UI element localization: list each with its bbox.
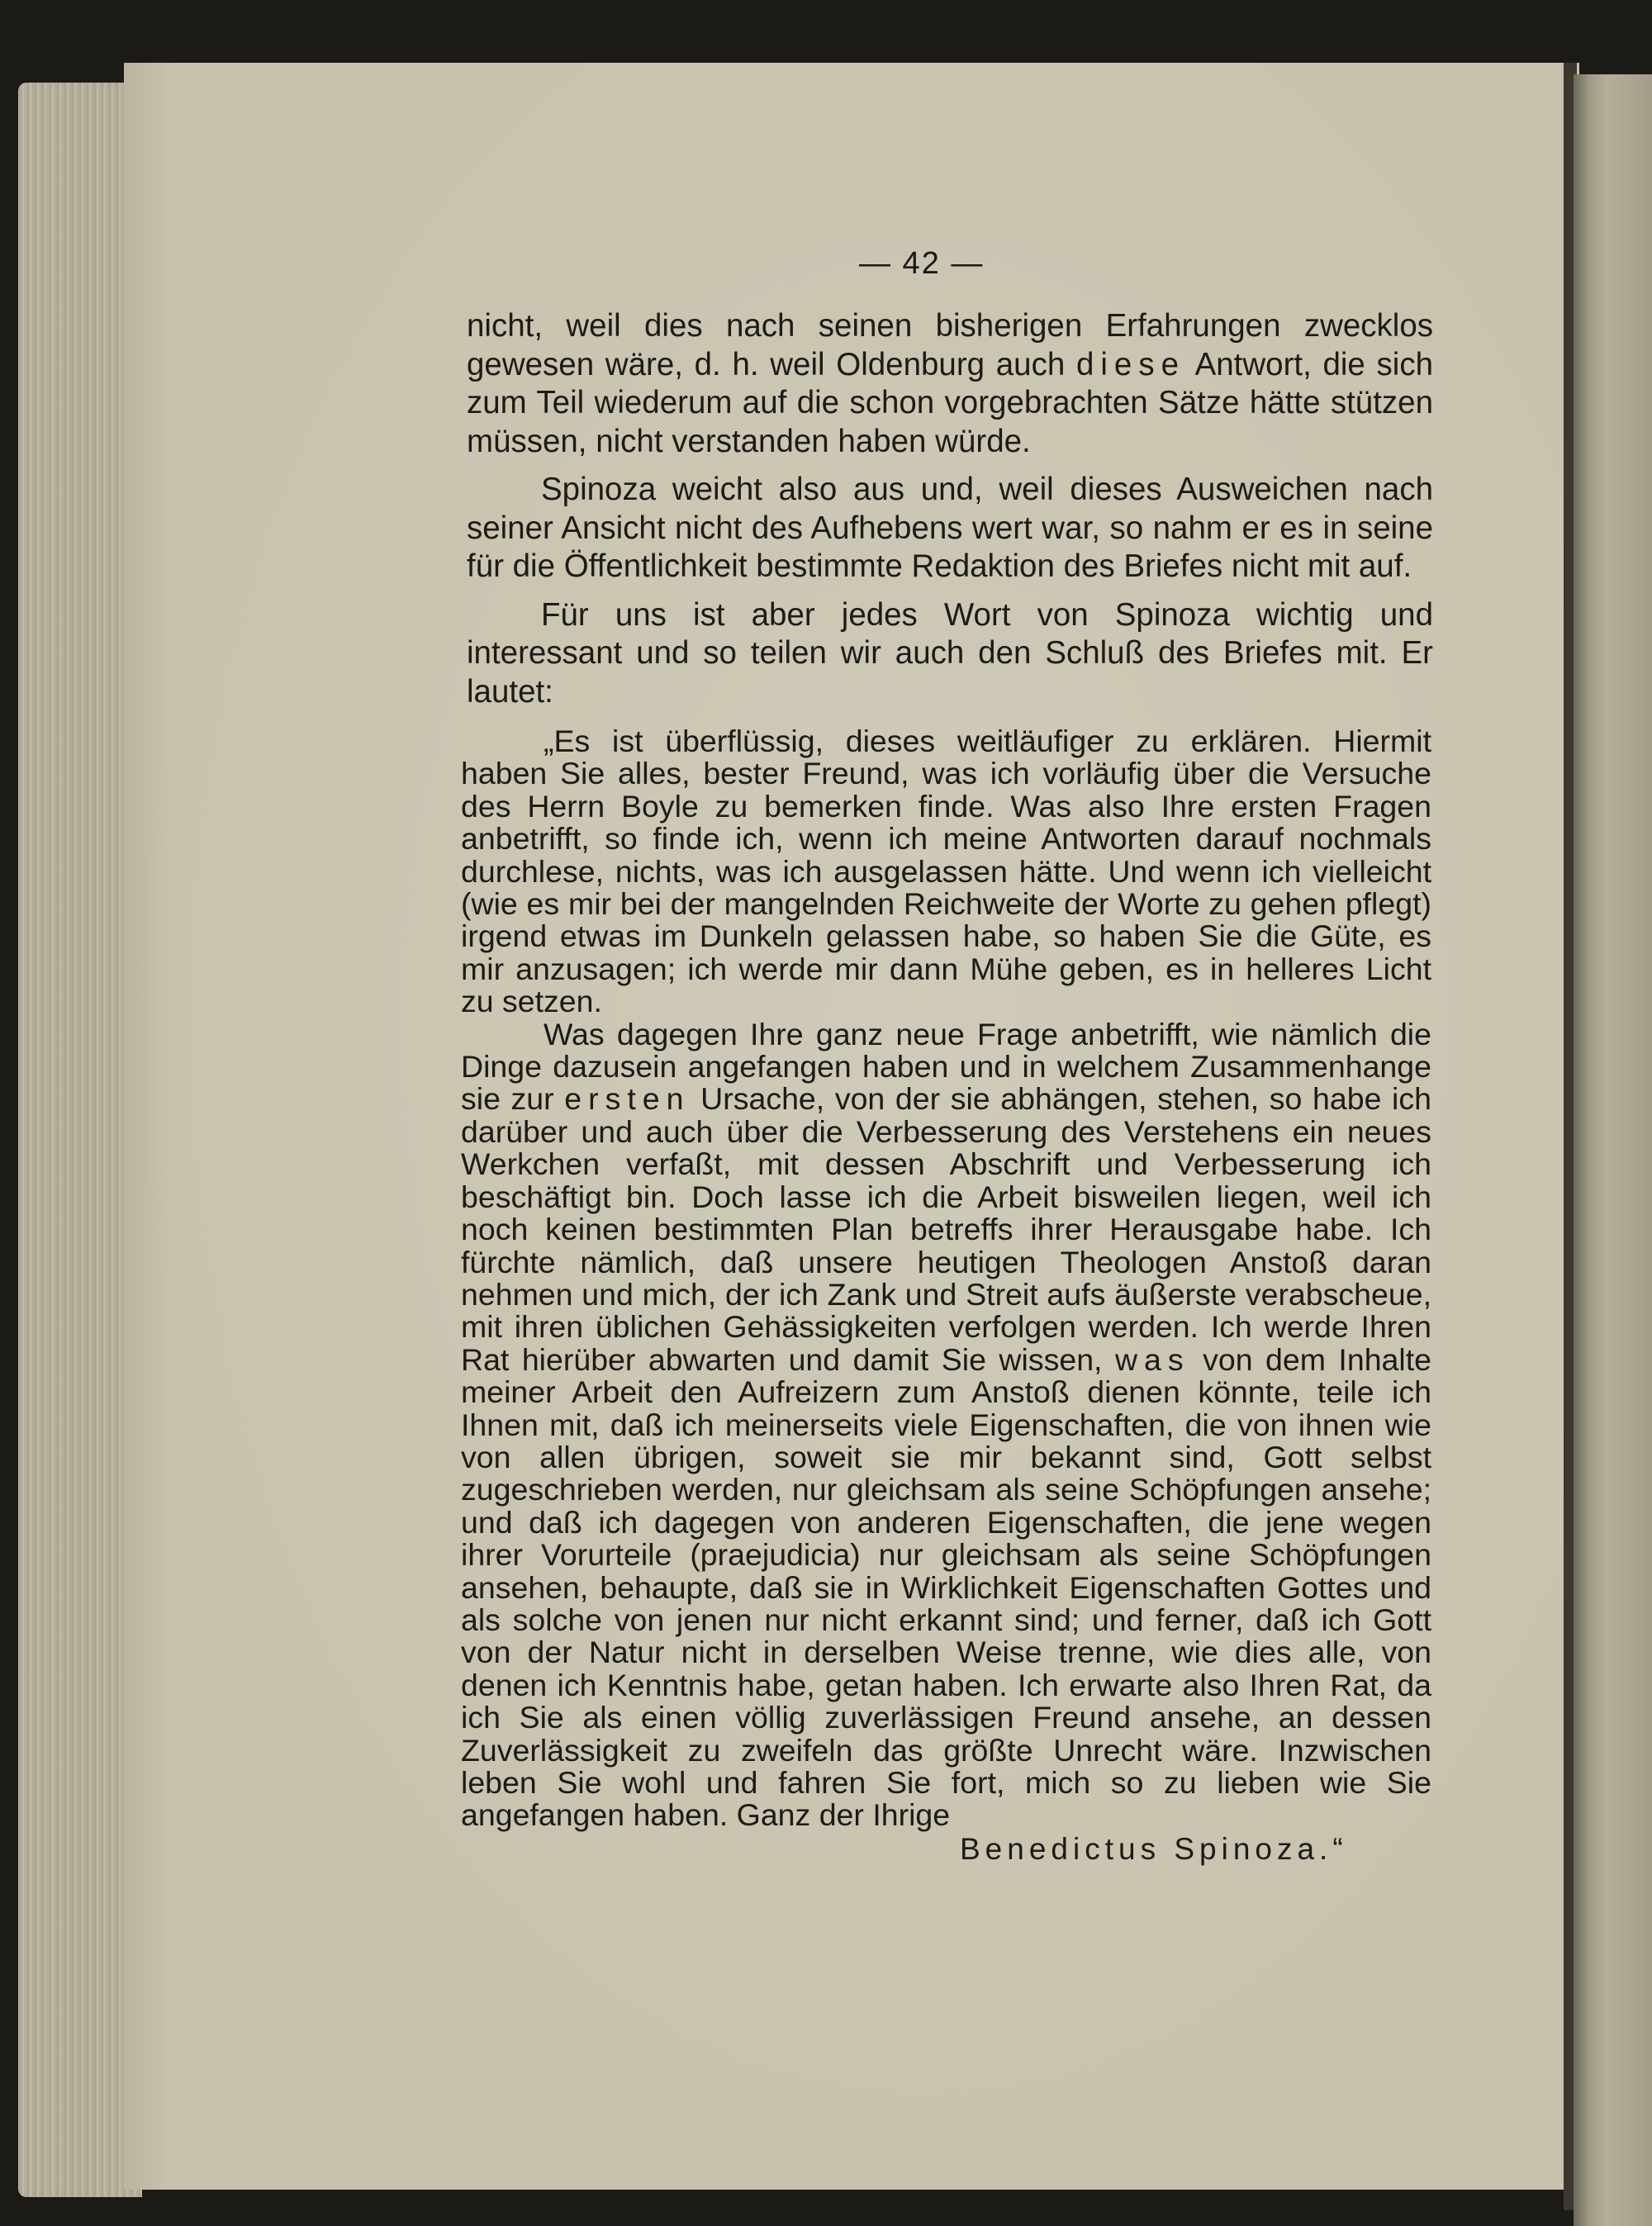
quote-paragraph-2: Was dagegen Ihre ganz neue Frage anbetrifft, wie nämlich die Dinge dazusein angefangen haben und in welchem Zusammenhange sie zur ersten Ursache, von der sie abhängen, stehen, so habe ich darüber und auch über die Verbesserung des Verstehens ein neues Werkchen verfaßt, mit dessen Abschrift und Verbesserung ich beschäftigt bin. Doch lasse ich die Arbeit bisweilen liegen, weil ich noch keinen bestimmten Plan betreffs ihrer Herausgabe habe. Ich fürchte nämlich, daß unsere heutigen Theologen Anstoß daran nehmen und mich, der ich Zank und Streit aufs äußerste verabscheue, mit ihren üblichen Gehässigkeiten verfolgen werden. Ich werde Ihren Rat hierüber abwarten und damit Sie wissen, was von dem Inhalte meiner Arbeit den Aufreizern zum Anstoß dienen könnte, teile ich Ihnen mit, daß ich meinerseits viele Eigenschaften, die von ihnen wie von allen übrigen, soweit sie mir bekannt sind, Gott selbst zugeschrieben werden, nur gleichsam als seine Schöpfungen ansehe; und daß ich dagegen von anderen Eigenschaften, die jene wegen ihrer Vorurteile (praejudicia) nur gleichsam als seine Schöpfungen ansehen, behaupte, daß sie in Wirklichkeit Eigenschaften Gottes und als solche von jenen nur nicht erkannt sind; und ferner, daß ich Gott von der Natur nicht in derselben Weise trenne, wie dies alle, von denen ich Kenntnis habe, getan haben. Ich erwarte also Ihren Rat, da ich Sie als einen völlig zuverlässigen Freund ansehe, an dessen Zuverlässigkeit zu zweifeln das größte Unrecht wäre. Inzwischen leben Sie wohl und fahren Sie fort, mich so zu lieben wie Sie angefangen haben. Ganz der Ihrige xyxy=(461,1016,1432,1833)
letter-quote xyxy=(461,725,1431,1832)
body-text xyxy=(467,307,1433,721)
emphasis-diese: diese xyxy=(1075,346,1185,382)
opposite-page-edge xyxy=(1574,74,1652,2226)
quote-paragraph-1: „Es ist überflüssig, dieses weitläufiger zu erklären. Hiermit haben Sie alles, bester Freund, was ich vorläufig über die Versuche des Herrn Boyle zu bemerken finde. Was also Ihre ersten Fragen anbetrifft, so finde ich, wenn ich meine Antworten darauf nochmals durchlese, nichts, was ich ausgelassen hätte. Und wenn ich vielleicht (wie es mir bei der mangelnden Reichweite der Worte zu gehen pflegt) irgend etwas im Dunkeln gelassen habe, so haben Sie die Güte, es mir anzusagen; ich werde mir dann Mühe geben, es in helleres Licht zu setzen. xyxy=(461,724,1431,1019)
paragraph-2: Spinoza weicht also aus und, weil dieses Ausweichen nach seiner Ansicht nicht des Aufhebens wert war, so nahm er es in seine für die Öffentlichkeit bestimmte Redaktion des Briefes nicht mit auf. xyxy=(467,472,1433,584)
emphasis-ersten: ersten xyxy=(564,1081,691,1117)
page-number: — 42 — xyxy=(859,246,985,281)
paragraph-3: Für uns ist aber jedes Wort von Spinoza wichtig und interessant und so teilen wir auch den Schluß des Briefes mit. Er lautet: xyxy=(467,596,1433,710)
paragraph-1: nicht, weil dies nach seinen bisherigen Erfahrungen zwecklos gewesen wäre, d. h. weil Oldenburg auch diese Antwort, die sich zum Teil wiederum auf die schon vorgebrachten Sätze hätte stützen müssen, nicht verstanden haben würde. xyxy=(467,308,1434,459)
signature: Benedictus Spinoza.“ xyxy=(960,1832,1348,1866)
emphasis-was: was xyxy=(1114,1341,1190,1377)
